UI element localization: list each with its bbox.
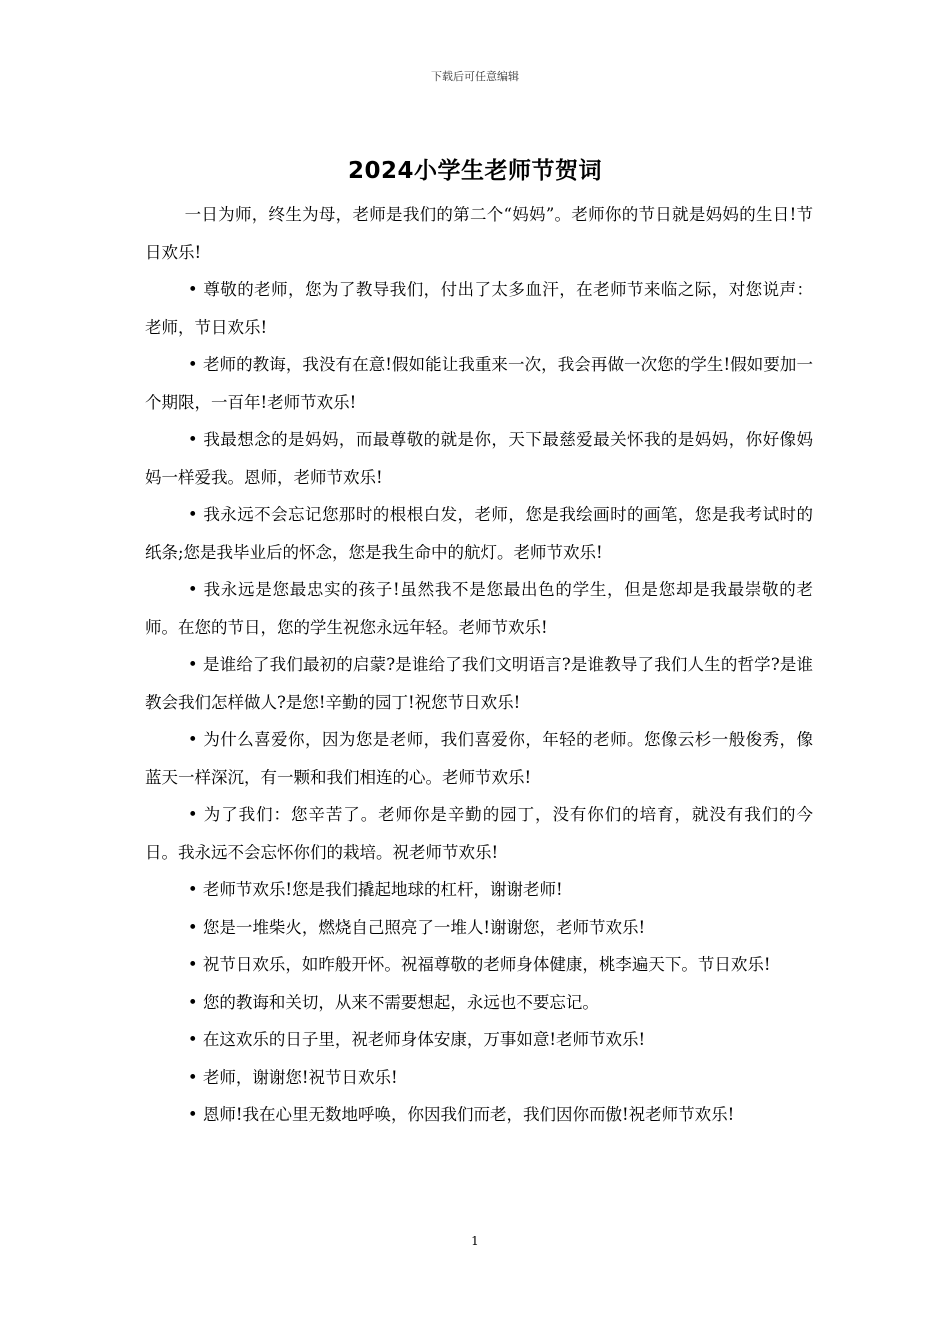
header-note: 下载后可任意编辑 — [431, 70, 519, 83]
greeting-item: • 恩师!我在心里无数地呼唤，你因我们而老，我们因你而傲!祝老师节欢乐! — [187, 1105, 735, 1124]
greeting-item: • 您是一堆柴火，燃烧自己照亮了一堆人!谢谢您，老师节欢乐! — [187, 917, 646, 937]
document-body — [145, 196, 813, 1134]
page-number: 1 — [471, 1234, 479, 1248]
greeting-item: • 我最想念的是妈妈，而最尊敬的就是你，天下最慈爱最关怀我的是妈妈，你好像妈妈一样爱我。恩师，老师节欢乐! — [145, 430, 813, 487]
greeting-item: • 我永远是您最忠实的孩子!虽然我不是您最出色的学生，但是您却是我最崇敬的老师。在您的节日，您的学生祝您永远年轻。老师节欢乐! — [145, 580, 813, 637]
greeting-item: • 祝节日欢乐，如昨般开怀。祝福尊敬的老师身体健康，桃李遍天下。节日欢乐! — [187, 955, 771, 974]
greeting-item: • 为了我们：您辛苦了。老师你是辛勤的园丁，没有你们的培育，就没有我们的今日。我永远不会忘怀你们的栽培。祝老师节欢乐! — [145, 805, 813, 862]
greeting-item: • 老师，谢谢您!祝节日欢乐! — [187, 1067, 398, 1087]
greeting-item: • 是谁给了我们最初的启蒙?是谁给了我们文明语言?是谁教导了我们人生的哲学?是谁教会我们怎样做人?是您!辛勤的园丁!祝您节日欢乐! — [145, 655, 813, 712]
greeting-item: • 我永远不会忘记您那时的根根白发，老师，您是我绘画时的画笔，您是我考试时的纸条;您是我毕业后的怀念，您是我生命中的航灯。老师节欢乐! — [145, 505, 813, 562]
greeting-item: • 老师节欢乐!您是我们撬起地球的杠杆，谢谢老师! — [187, 880, 563, 899]
greeting-item: • 在这欢乐的日子里，祝老师身体安康，万事如意!老师节欢乐! — [187, 1030, 646, 1049]
greeting-item: • 尊敬的老师，您为了教导我们，付出了太多血汗，在老师节来临之际，对您说声：老师，节日欢乐! — [145, 280, 813, 337]
greeting-item: • 老师的教诲，我没有在意!假如能让我重来一次，我会再做一次您的学生!假如要加一个期限，一百年!老师节欢乐! — [145, 355, 813, 412]
greeting-item: • 您的教诲和关切，从来不需要想起，永远也不要忘记。 — [187, 992, 599, 1012]
greeting-item: • 为什么喜爱你，因为您是老师，我们喜爱你，年轻的老师。您像云杉一般俊秀，像蓝天一样深沉，有一颗和我们相连的心。老师节欢乐! — [145, 730, 813, 787]
document-title: 2024小学生老师节贺词 — [347, 158, 602, 184]
intro-paragraph: 一日为师，终生为母，老师是我们的第二个“妈妈”。老师你的节日就是妈妈的生日!节日欢乐! — [145, 205, 813, 262]
